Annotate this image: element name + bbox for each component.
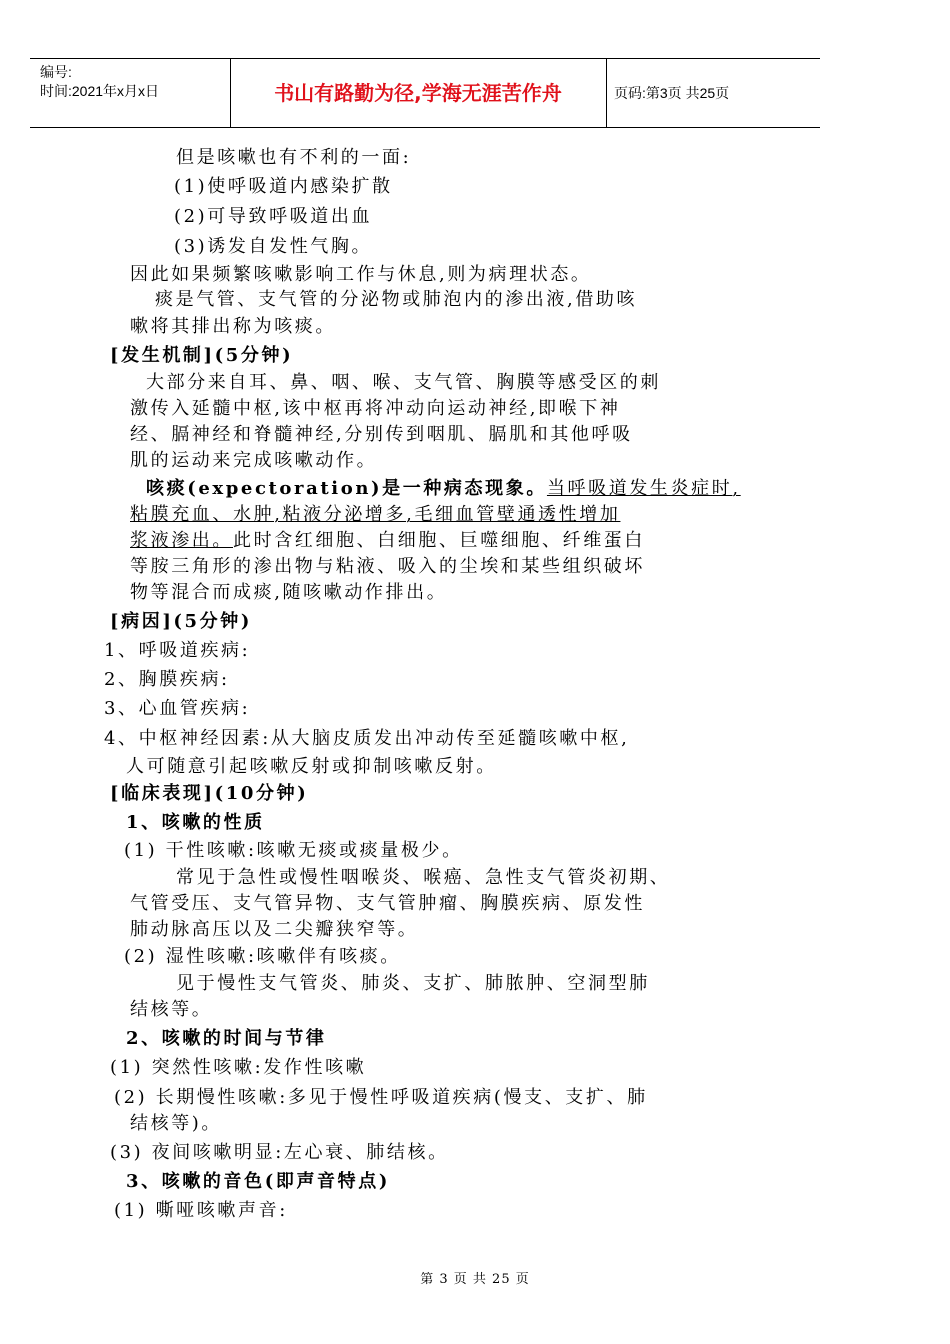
header-page-number: 页码:第3页 共25页 xyxy=(614,85,730,101)
text-line: (2) 湿性咳嗽:咳嗽伴有咳痰。 xyxy=(124,946,401,967)
subsection-heading: 3、咳嗽的音色(即声音特点) xyxy=(126,1171,390,1192)
underlined-text: 粘膜充血、水肿,粘液分泌增多,毛细血管壁通透性增加 xyxy=(130,504,621,525)
section-heading: [病因](5分钟) xyxy=(110,611,252,632)
text-line: 肌的运动来完成咳嗽动作。 xyxy=(130,450,378,471)
text-line: 物等混合而成痰,随咳嗽动作排出。 xyxy=(130,582,448,603)
text-line: 经、膈神经和脊髓神经,分别传到咽肌、膈肌和其他呼吸 xyxy=(130,424,633,445)
subsection-heading: 1、咳嗽的性质 xyxy=(126,812,265,833)
page-footer: 第 3 页 共 25 页 xyxy=(420,1272,530,1287)
text-line: 肺动脉高压以及二尖瓣狭窄等。 xyxy=(130,919,419,940)
text-line: 结核等)。 xyxy=(130,1113,223,1134)
list-item: 4、中枢神经因素:从大脑皮质发出冲动传至延髓咳嗽中枢, xyxy=(104,728,630,749)
text-line: 见于慢性支气管炎、肺炎、支扩、肺脓肿、空洞型肺 xyxy=(176,973,650,994)
document-time: 时间:2021年x月x日 xyxy=(40,83,160,99)
text-line: (3)诱发自发性气胸。 xyxy=(174,236,373,257)
text-line: (1) 嘶哑咳嗽声音: xyxy=(114,1200,288,1221)
text-run: 此时含红细胞、白细胞、巨噬细胞、纤维蛋白 xyxy=(233,530,645,551)
underlined-text: 浆液渗出。 xyxy=(130,530,233,551)
text-line: (2)可导致呼吸道出血 xyxy=(174,206,373,227)
list-item: 1、呼吸道疾病: xyxy=(104,640,251,661)
text-line: 等胺三角形的渗出物与粘液、吸入的尘埃和某些组织破坏 xyxy=(130,556,645,577)
document-number: 编号: xyxy=(40,64,72,80)
text-line: 痰是气管、支气管的分泌物或肺泡内的渗出液,借助咳 xyxy=(155,289,638,310)
text-line: (1) 突然性咳嗽:发作性咳嗽 xyxy=(110,1057,367,1078)
text-line: 大部分来自耳、鼻、咽、喉、支气管、胸膜等感受区的刺 xyxy=(146,372,661,393)
text-line xyxy=(130,528,645,554)
text-line: 常见于急性或慢性咽喉炎、喉癌、急性支气管炎初期、 xyxy=(176,867,671,888)
text-run: 咳痰(expectoration)是一种病态现象。 xyxy=(146,478,547,499)
text-line xyxy=(146,476,741,502)
header-motto: 书山有路勤为径,学海无涯苦作舟 xyxy=(274,81,562,105)
section-heading: [发生机制](5分钟) xyxy=(110,345,294,366)
underlined-text: 当呼吸道发生炎症时, xyxy=(546,478,741,499)
text-line: 激传入延髓中枢,该中枢再将冲动向运动神经,即喉下神 xyxy=(130,398,621,419)
text-line: 气管受压、支气管异物、支气管肿瘤、胸膜疾病、原发性 xyxy=(130,893,645,914)
page-header xyxy=(30,58,820,128)
text-line: (1)使呼吸道内感染扩散 xyxy=(174,176,393,197)
text-line: 人可随意引起咳嗽反射或抑制咳嗽反射。 xyxy=(126,756,497,777)
text-line: (3) 夜间咳嗽明显:左心衰、肺结核。 xyxy=(110,1142,449,1163)
text-line: 但是咳嗽也有不利的一面: xyxy=(176,147,412,168)
text-line: (1) 干性咳嗽:咳嗽无痰或痰量极少。 xyxy=(124,840,463,861)
text-line: 因此如果频繁咳嗽影响工作与休息,则为病理状态。 xyxy=(130,264,592,285)
subsection-heading: 2、咳嗽的时间与节律 xyxy=(126,1028,327,1049)
header-meta xyxy=(40,63,159,101)
list-item: 3、心血管疾病: xyxy=(104,698,251,719)
list-item: 2、胸膜疾病: xyxy=(104,669,230,690)
text-line: 结核等。 xyxy=(130,999,213,1020)
header-divider xyxy=(606,59,607,127)
text-line: (2) 长期慢性咳嗽:多见于慢性呼吸道疾病(慢支、支扩、肺 xyxy=(114,1087,648,1108)
section-heading: [临床表现](10分钟) xyxy=(110,783,309,804)
text-line: 嗽将其排出称为咳痰。 xyxy=(130,316,336,337)
